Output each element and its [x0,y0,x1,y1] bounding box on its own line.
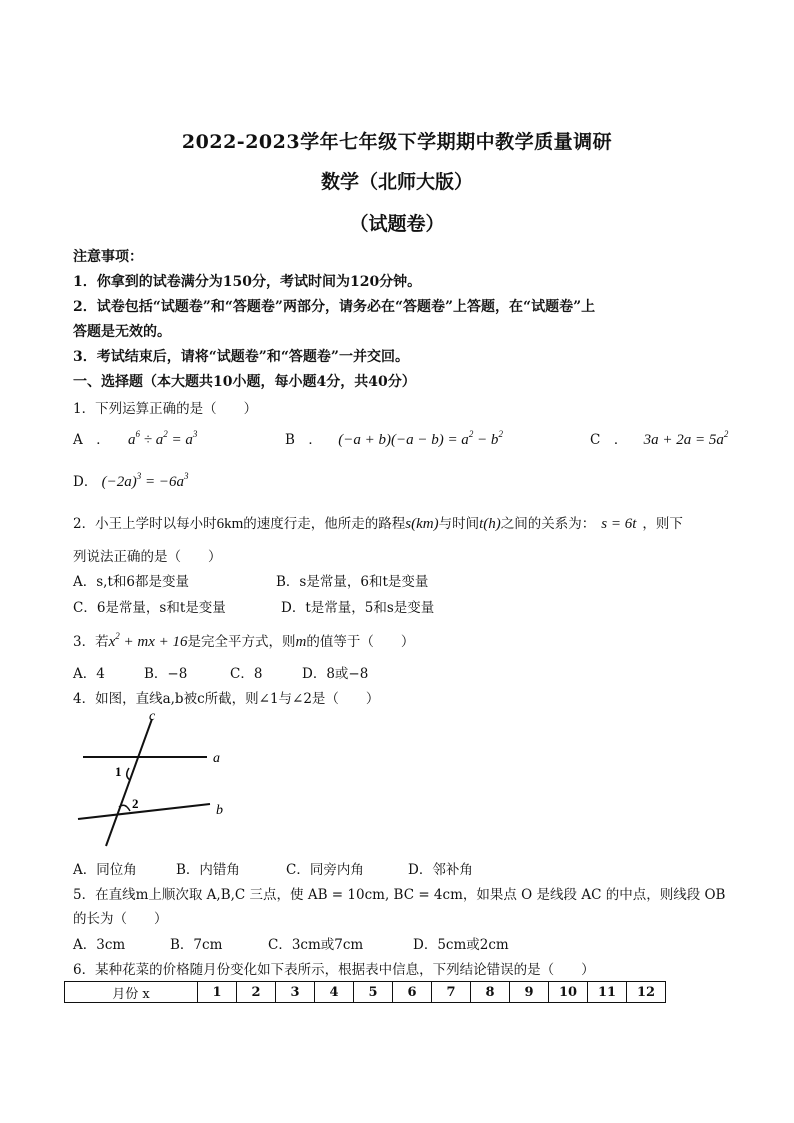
section-heading: 一、选择题（本大题共10小题，每小题4分，共40分） [73,374,416,390]
q2-text-f: ，则下 [642,516,683,532]
exam-title: 2022-2023学年七年级下学期期中教学质量调研 [181,131,613,153]
q1-stem: 1．下列运算正确的是（ ） [73,401,258,417]
q2-option-d: D．t是常量，5和s是变量 [281,600,435,616]
table-cell: 11 [588,982,627,1003]
table-cell: 2 [237,982,276,1003]
q2-time-var: t(h) [479,516,501,532]
q1-d-formula: $(-2a)^3 = -6a^3$ [101,471,189,490]
table-cell: 3 [276,982,315,1003]
q1-c-label: C ． [590,432,628,448]
q3-var-m: m [295,634,307,650]
q5-option-a: A．3cm [73,937,126,953]
line-b [78,804,210,819]
notes-heading: 注意事项： [73,249,143,265]
q1-option-a [73,428,197,449]
q1-b-formula: $(-a + b)(-a - b) = a^2 - b^2$ [338,429,503,448]
q2-line-2: 列说法正确的是（ ） [73,549,222,565]
q3-pre: 3．若 [73,634,109,650]
q4-option-d: D．邻补角 [408,862,473,878]
label-b: b [216,803,223,818]
q2-text-c: 的速度行走，他所走的路程 [243,516,406,532]
q2-option-b: B．s是常量，6和t是变量 [276,574,429,590]
table-cell: 4 [315,982,354,1003]
q2-text-d: 与时间 [438,516,480,532]
q3-option-c: C．8 [230,666,263,682]
table-cell: 7 [432,982,471,1003]
subject-title: 数学（北师大版） [320,171,473,193]
table-row [65,982,666,1003]
table-cell: 9 [510,982,549,1003]
q1-b-label: B ． [285,432,322,448]
q5-line-1: 5．在直线m上顺次取 A,B,C 三点，使 AB = 10cm, BC = 4cm，如果点 O 是线段 AC 的中点，则线段 OB [73,887,726,903]
q4-option-c: C．同旁内角 [286,862,364,878]
q2-text-e: 之间的关系为： [500,516,596,532]
table-header-month: 月份 x [65,982,198,1003]
label-a: a [213,751,220,766]
q5-option-c: C．3cm或7cm [268,937,364,953]
q1-d-label: D． [73,474,98,490]
q5-option-d: D．5cm或2cm [413,937,509,953]
table-cell: 8 [471,982,510,1003]
table-cell: 5 [354,982,393,1003]
q1-a-formula: $a^6 \div a^2 = a^3$ [128,429,198,448]
q1-option-d [73,470,189,491]
line-c [106,719,152,846]
note-2: 2．试卷包括“试题卷”和“答题卷”两部分，请务必在“答题卷”上答题，在“试题卷”上 [73,299,596,315]
q3-option-a: A．4 [73,666,105,682]
q3-formula: $x^2$ + mx + 16 [108,631,188,650]
q4-option-a: A．同位角 [73,862,137,878]
q4-option-b: B．内错角 [176,862,240,878]
angle-1-label: 1 [115,764,122,779]
q1-option-c [590,428,728,449]
q2-distance-var: s(km) [405,516,439,532]
note-2-cont: 答题是无效的。 [73,324,171,340]
q3-option-d: D．8或−8 [302,666,369,682]
q2-speed: 6km [216,516,244,532]
q1-c-formula: $3a + 2a = 5a^2$ [643,429,729,448]
label-c: c [149,709,156,724]
q1-a-label: A ． [73,432,110,448]
table-cell: 12 [627,982,666,1003]
q4-stem: 4．如图，直线a,b被c所截，则∠1与∠2是（ ） [73,691,380,707]
q5-line-2: 的长为（ ） [73,911,168,927]
q3-post2: 的值等于（ ） [306,634,415,650]
table-cell: 6 [393,982,432,1003]
q3-post: 是完全平方式，则 [187,634,296,650]
q2-option-c: C．6是常量，s和t是变量 [73,600,226,616]
q6-stem: 6．某种花菜的价格随月份变化如下表所示，根据表中信息，下列结论错误的是（ ） [73,962,595,978]
table-cell: 10 [549,982,588,1003]
price-table [64,981,666,1003]
q2-line-1 [73,512,683,533]
paper-type: （试题卷） [349,213,445,235]
q3-stem [73,630,414,651]
q2-text-a: 2．小王上学时以每小时 [73,516,217,532]
q2-formula: s = 6t [601,516,637,532]
angle-2-label: 2 [132,796,139,811]
q2-option-a: A．s,t和6都是变量 [73,574,189,590]
q4-figure [70,706,240,851]
note-1: 1．你拿到的试卷满分为150分，考试时间为120分钟。 [73,274,422,290]
note-3: 3．考试结束后，请将“试题卷”和“答题卷”一并交回。 [73,349,409,365]
q3-option-b: B．−8 [144,666,188,682]
q5-option-b: B．7cm [170,937,223,953]
table-cell: 1 [198,982,237,1003]
q1-option-b [285,428,503,449]
